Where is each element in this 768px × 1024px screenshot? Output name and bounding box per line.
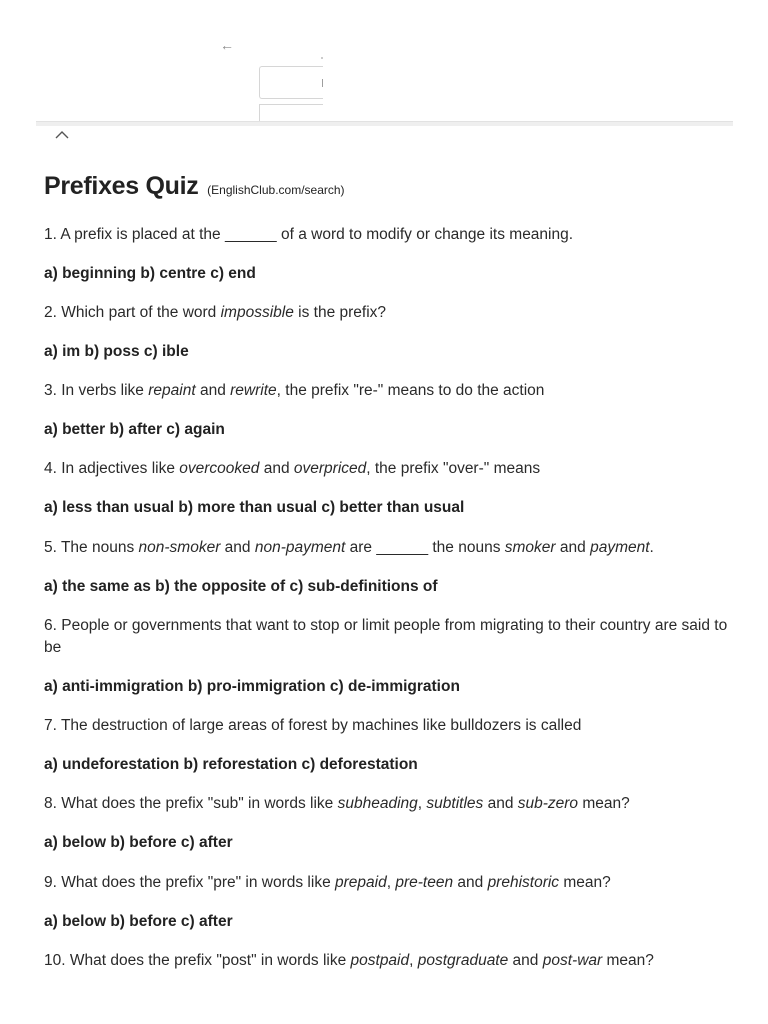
question-text: mean? (578, 795, 630, 812)
question-emphasis: smoker (504, 539, 556, 556)
question-text: , (386, 874, 396, 891)
divider (36, 121, 733, 126)
answer-options-3: a) better b) after c) again (44, 421, 225, 438)
answer-options-5: a) the same as b) the opposite of c) sub-definitions of (44, 578, 438, 595)
quiz-title: Prefixes Quiz (44, 172, 199, 200)
question-3 (44, 380, 734, 402)
input-field-lower[interactable] (259, 104, 323, 122)
question-5 (44, 537, 734, 559)
question-6: 6. People or governments that want to stop or limit people from migrating to their country are said to be (44, 617, 728, 656)
answer-options-2: a) im b) poss c) ible (44, 343, 189, 360)
question-emphasis: prehistoric (487, 874, 560, 891)
question-text: 9. What does the prefix "pre" in words like (44, 874, 335, 891)
question-emphasis: subheading (337, 795, 418, 812)
question-emphasis: repaint (148, 382, 196, 399)
question-text: 2. Which part of the word (44, 304, 221, 321)
quiz-source: (EnglishClub.com/search) (207, 183, 345, 197)
arrow-left-icon[interactable]: ← (220, 37, 234, 53)
question-emphasis: overpriced (293, 460, 367, 477)
question-text: 3. In verbs like (44, 382, 149, 399)
question-7: 7. The destruction of large areas of forest by machines like bulldozers is called (44, 717, 582, 734)
question-emphasis: pre-teen (395, 874, 454, 891)
question-text: , the prefix "over-" means (366, 460, 541, 477)
question-text: , the prefix "re-" means to do the action (276, 382, 545, 399)
question-text: mean? (559, 874, 611, 891)
chevron-up-icon[interactable] (52, 126, 72, 144)
question-emphasis: overcooked (179, 460, 260, 477)
answer-options-6: a) anti-immigration b) pro-immigration c) de-immigration (44, 678, 460, 695)
answer-options-9: a) below b) before c) after (44, 913, 233, 930)
question-emphasis: rewrite (230, 382, 277, 399)
answer-options-4: a) less than usual b) more than usual c) better than usual (44, 499, 465, 516)
question-text: 10. What does the prefix "post" in words like (44, 952, 351, 969)
question-text: and (508, 952, 543, 969)
question-10 (44, 950, 734, 972)
question-text: 5. The nouns (44, 539, 139, 556)
question-text: 8. What does the prefix "sub" in words like (44, 795, 338, 812)
question-emphasis: non-payment (254, 539, 346, 556)
question-text: and (483, 795, 518, 812)
question-emphasis: prepaid (335, 874, 387, 891)
question-emphasis: postgraduate (417, 952, 509, 969)
question-text: 4. In adjectives like (44, 460, 180, 477)
question-text: and (195, 382, 231, 399)
answer-options-7: a) undeforestation b) reforestation c) deforestation (44, 756, 418, 773)
question-8 (44, 793, 734, 815)
question-text: , (417, 795, 427, 812)
question-text: , (409, 952, 418, 969)
answer-options-1: a) beginning b) centre c) end (44, 265, 256, 282)
question-9 (44, 872, 734, 894)
question-text: and (220, 539, 255, 556)
question-text: mean? (602, 952, 654, 969)
question-emphasis: payment (590, 539, 650, 556)
top-dot (321, 57, 323, 59)
field-cursor (322, 79, 323, 87)
question-text: is the prefix? (293, 304, 387, 321)
answer-options-8: a) below b) before c) after (44, 834, 233, 851)
question-text: . (649, 539, 654, 556)
question-emphasis: impossible (220, 304, 294, 321)
question-emphasis: non-smoker (138, 539, 221, 556)
question-2 (44, 302, 734, 324)
page-title (44, 170, 734, 206)
question-emphasis: postpaid (350, 952, 410, 969)
question-emphasis: subtitles (426, 795, 484, 812)
question-text: are ______ the nouns (345, 539, 505, 556)
question-emphasis: sub-zero (517, 795, 579, 812)
question-4 (44, 458, 734, 480)
quiz-content (44, 170, 734, 969)
input-field[interactable] (259, 66, 323, 99)
question-emphasis: post-war (542, 952, 603, 969)
question-text: and (453, 874, 488, 891)
question-1: 1. A prefix is placed at the ______ of a word to modify or change its meaning. (44, 226, 574, 243)
question-text: and (555, 539, 591, 556)
question-text: and (259, 460, 294, 477)
